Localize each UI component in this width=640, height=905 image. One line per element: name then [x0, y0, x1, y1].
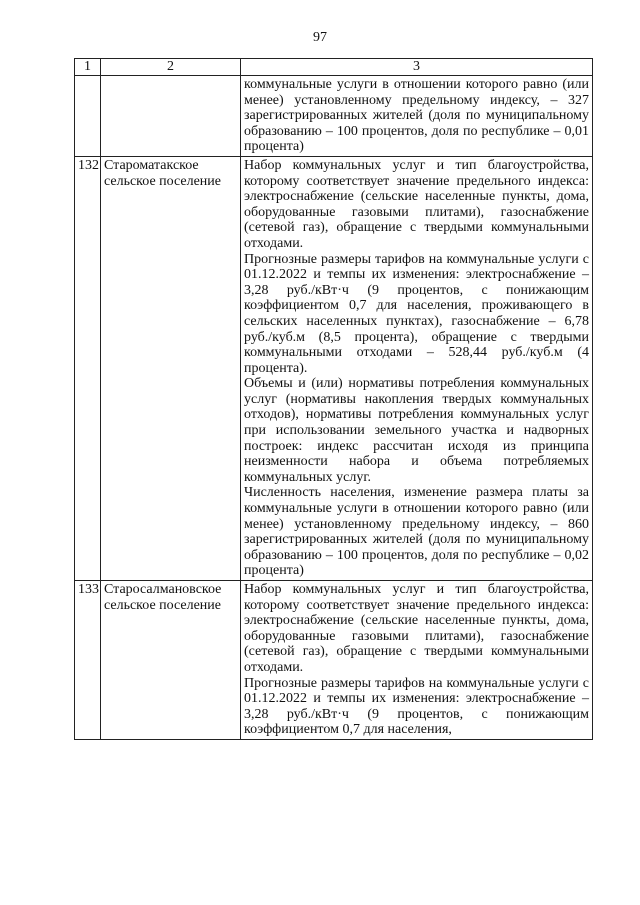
- table-row: [75, 581, 593, 740]
- row-name-cell: [101, 76, 241, 157]
- row-description-cell: [241, 581, 593, 740]
- column-header: 1: [75, 59, 101, 76]
- description-paragraph: Набор коммунальных услуг и тип благоустройства, которому соответствует значение предельного индекса: электроснабжение (сельские населенные пункты, дома, оборудованные газовыми плитами), газоснабжение (сетевой газ), обращение с твердыми коммунальными отходами.: [244, 157, 589, 251]
- table-header-row: [75, 59, 593, 76]
- table-row-continuation: [75, 76, 593, 157]
- page-number: 97: [313, 30, 327, 45]
- row-description-cell: [241, 156, 593, 580]
- description-paragraph: Объемы и (или) нормативы потребления коммунальных услуг (нормативы накопления твердых коммунальных отходов), нормативы потребления коммунальных услуг при использовании земельного участка и надворных построек: индекс рассчитан исходя из принципа неизменности набора и объема потребляемых коммунальных услуг.: [244, 376, 589, 485]
- table-row: [75, 156, 593, 580]
- description-paragraph: Численность населения, изменение размера платы за коммунальные услуги в отношении которого равно (или менее) установленному предельному индексу, – 860 зарегистрированных жителей (доля по муниципальному образованию – 100 процентов, доля по республике – 0,02 процента): [244, 485, 589, 579]
- row-name-cell: Старосалмановское сельское поселение: [101, 581, 241, 740]
- row-name-cell: Староматакское сельское поселение: [101, 156, 241, 580]
- tariff-table: [74, 58, 593, 740]
- description-paragraph: Набор коммунальных услуг и тип благоустройства, которому соответствует значение предельного индекса: электроснабжение (сельские населенные пункты, дома, оборудованные газовыми плитами), газоснабжение (сетевой газ), обращение с твердыми коммунальными отходами.: [244, 582, 589, 675]
- row-description-cell: [241, 76, 593, 157]
- description-paragraph: Прогнозные размеры тарифов на коммунальные услуги с 01.12.2022 и темпы их изменения: электроснабжение – 3,28 руб./кВт·ч (9 процентов, с понижающим коэффициентом 0,7 для населения,: [244, 675, 589, 738]
- row-number-cell: 133: [75, 581, 101, 740]
- row-number-cell: [75, 76, 101, 157]
- column-header: 2: [101, 59, 241, 76]
- column-header: 3: [241, 59, 593, 76]
- description-paragraph: коммунальные услуги в отношении которого равно (или менее) установленному предельному индексу, – 327 зарегистрированных жителей (доля по муниципальному образованию – 100 процентов, доля по республике – 0,01 процента): [244, 77, 589, 155]
- description-paragraph: Прогнозные размеры тарифов на коммунальные услуги с 01.12.2022 и темпы их изменения: электроснабжение – 3,28 руб./кВт·ч (9 процентов, с понижающим коэффициентом 0,7 для населения, проживающего в сельских населенных пунктах), газоснабжение – 6,78 руб./куб.м (8,5 процента), обращение с твердыми коммунальными отходами – 528,44 руб./куб.м (4 процента).: [244, 251, 589, 376]
- row-number-cell: 132: [75, 156, 101, 580]
